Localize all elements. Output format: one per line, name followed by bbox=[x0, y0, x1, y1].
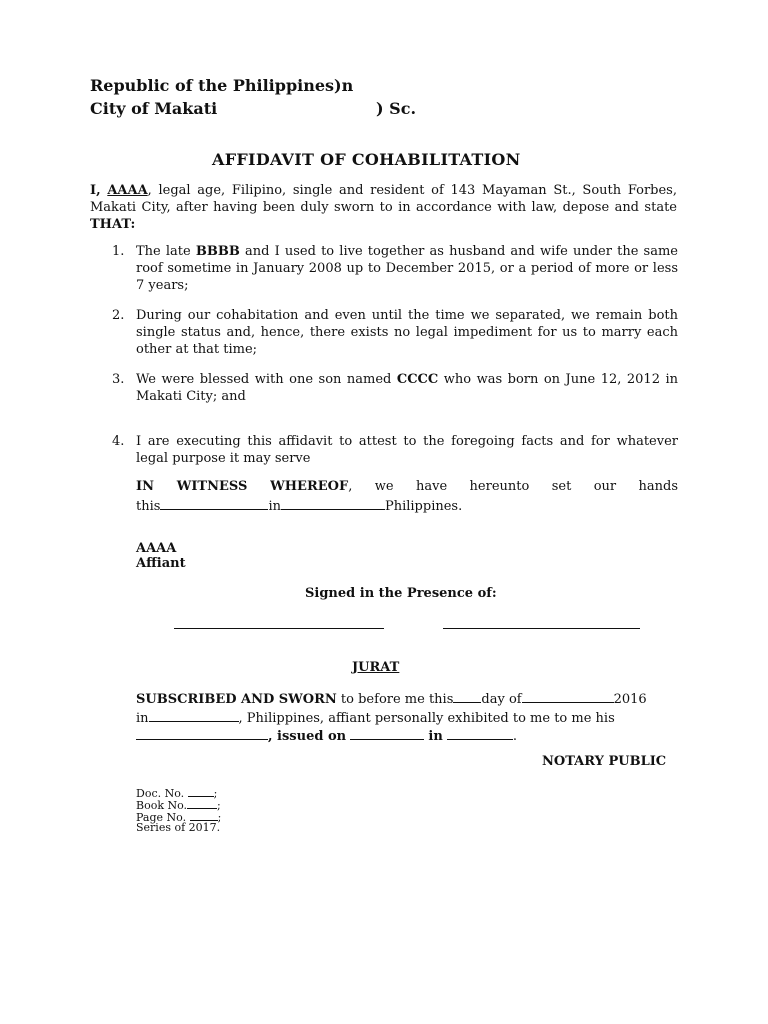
intro-that: THAT: bbox=[90, 217, 136, 232]
item-text: I are executing this affidavit to attest to the foregoing facts and for whatever legal purpose it may serve bbox=[136, 434, 678, 466]
intro-text: , legal age, Filipino, single and resident of 143 Mayaman St., South Forbes, Makati City, after having been duly sworn to in accordance with law, depose and state bbox=[90, 183, 677, 215]
month-blank[interactable] bbox=[522, 689, 614, 703]
caption-sc bbox=[376, 99, 416, 118]
jurat-place-blank[interactable] bbox=[149, 708, 239, 722]
jurat-issued-on: , issued on bbox=[268, 729, 347, 744]
book-no: Book No. ; bbox=[136, 799, 221, 812]
jurat-in-2: in bbox=[428, 729, 443, 744]
intro-name: AAAA bbox=[107, 183, 148, 198]
witness-signature-line-2[interactable] bbox=[443, 628, 640, 629]
item-body bbox=[136, 371, 678, 405]
doc-no-blank[interactable] bbox=[188, 786, 214, 797]
series: Series of 2017. bbox=[136, 821, 221, 834]
jurat-end: . bbox=[512, 729, 518, 744]
date-blank[interactable] bbox=[160, 496, 268, 510]
caption-line-1 bbox=[90, 76, 353, 95]
witness-place: Philippines. bbox=[384, 499, 463, 514]
item-body bbox=[136, 243, 678, 294]
day-blank[interactable] bbox=[453, 689, 481, 703]
intro-i: I, bbox=[90, 183, 101, 198]
jurat-text-1: to before me this bbox=[336, 692, 454, 707]
jurat-line-1 bbox=[136, 689, 647, 707]
page-no: Page No. ; bbox=[136, 811, 222, 824]
jurat-title: JURAT bbox=[352, 660, 400, 675]
witness-in: in bbox=[268, 499, 281, 514]
witness-text: , we have hereunto set our hands bbox=[348, 479, 679, 494]
book-no-label: Book No. bbox=[136, 799, 188, 812]
item-body bbox=[136, 433, 678, 467]
doc-no-label: Doc. No. bbox=[136, 787, 185, 800]
jurat-text-3: , Philippines, affiant personally exhibited to me to me his bbox=[238, 711, 615, 726]
witness-this: this bbox=[136, 499, 161, 514]
witness-bold: IN WITNESS WHEREOF bbox=[136, 479, 349, 494]
item-text: We were blessed with one son named bbox=[136, 372, 397, 387]
witness-line-1 bbox=[136, 479, 678, 494]
item-number: 3. bbox=[112, 372, 125, 387]
jurat-year: 2016 bbox=[613, 692, 647, 707]
item-bold: CCCC bbox=[396, 372, 439, 387]
item-number: 4. bbox=[112, 434, 125, 449]
jurat-subscribed: SUBSCRIBED AND SWORN bbox=[136, 692, 337, 707]
jurat-line-3 bbox=[136, 726, 517, 744]
jurat-day-of: day of bbox=[481, 692, 522, 707]
place-blank[interactable] bbox=[281, 496, 385, 510]
page-no-blank[interactable] bbox=[190, 810, 218, 821]
caption-line-2 bbox=[90, 99, 217, 118]
witness-line-2 bbox=[136, 496, 462, 514]
witness-signature-line-1[interactable] bbox=[174, 628, 384, 629]
item-body bbox=[136, 307, 678, 358]
doc-no: Doc. No. ; bbox=[136, 787, 218, 800]
signed-presence-label: Signed in the Presence of: bbox=[305, 586, 497, 601]
item-text-post: and I used to live together as husband and wife under the same roof sometime in January 2008 up to December 2015, or a period of more or less 7 years; bbox=[136, 244, 678, 293]
book-no-blank[interactable] bbox=[187, 798, 217, 809]
jurat-in: in bbox=[136, 711, 149, 726]
caption-sc-text: ) Sc. bbox=[376, 99, 417, 118]
item-text: During our cohabitation and even until the time we separated, we remain both single status and, hence, there exists no legal impediment for us to marry each other at that time; bbox=[136, 308, 678, 357]
item-number: 1. bbox=[112, 244, 125, 259]
issued-date-blank[interactable] bbox=[350, 726, 424, 740]
id-blank[interactable] bbox=[136, 726, 268, 740]
item-number: 2. bbox=[112, 308, 125, 323]
notary-public-label: NOTARY PUBLIC bbox=[542, 754, 667, 769]
jurat-line-2 bbox=[136, 708, 615, 726]
item-text: The late bbox=[136, 244, 196, 259]
caption-city: City of Makati bbox=[90, 99, 218, 118]
page-no-label: Page No. bbox=[136, 811, 187, 824]
item-bold: BBBB bbox=[195, 244, 240, 259]
affiant-name: AAAA bbox=[136, 541, 177, 556]
item-text-post: who was born on June 12, 2012 in Makati City; and bbox=[136, 372, 678, 404]
caption-republic: Republic of the Philippines)n bbox=[90, 76, 354, 95]
intro-paragraph bbox=[90, 182, 677, 233]
document-title: AFFIDAVIT OF COHABILITATION bbox=[212, 150, 521, 169]
affiant-role: Affiant bbox=[136, 556, 186, 571]
issued-place-blank[interactable] bbox=[447, 726, 513, 740]
